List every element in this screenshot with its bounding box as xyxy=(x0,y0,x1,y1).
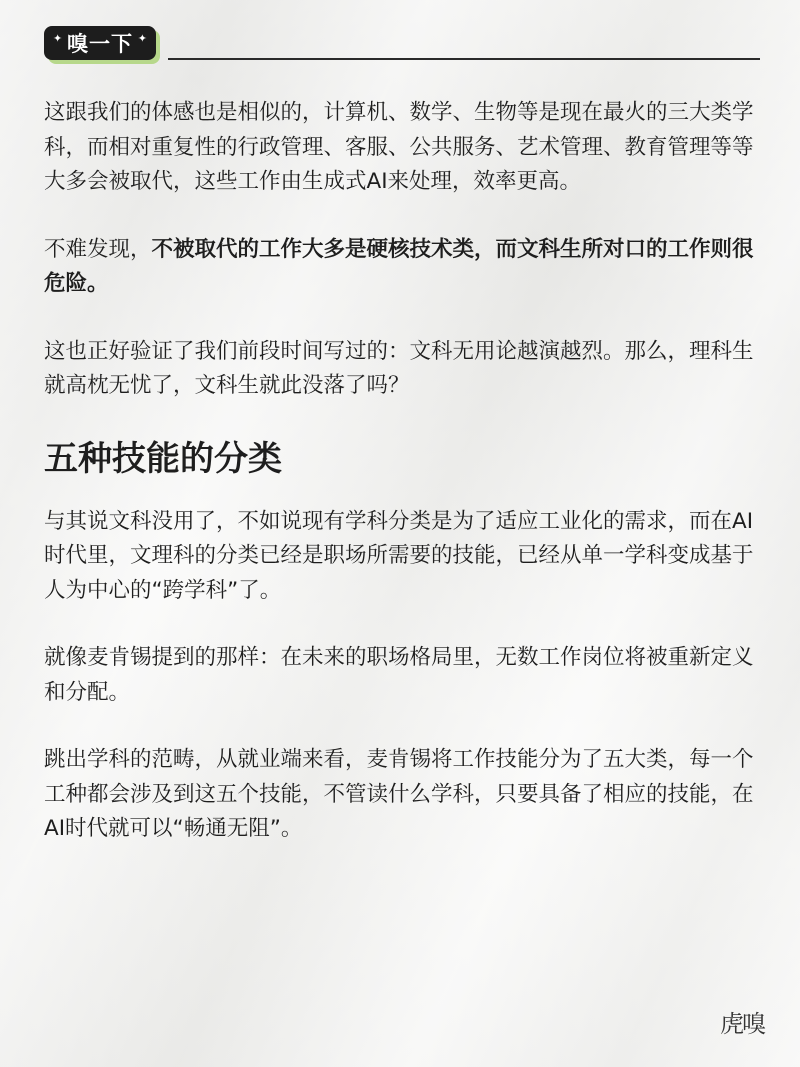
paragraph-3: 这也正好验证了我们前段时间写过的：文科无用论越演越烈。那么，理科生就高枕无忧了，文科生就此没落了吗？ xyxy=(44,338,754,398)
paragraph-5: 就像麦肯锡提到的那样：在未来的职场格局里，无数工作岗位将被重新定义和分配。 xyxy=(44,645,754,705)
paragraph-4: 与其说文科没用了，不如说现有学科分类是为了适应工业化的需求，而在AI时代里，文理科的分类已经是职场所需要的技能，已经从单一学科变成基于人为中心的“跨学科”了。 xyxy=(44,508,754,603)
paragraph-2-emphasis: 不被取代的工作大多是硬核技术类，而文科生所对口的工作则很危险。 xyxy=(44,236,754,296)
paragraph-1: 这跟我们的体感也是相似的，计算机、数学、生物等是现在最火的三大类学科，而相对重复性的行政管理、客服、公共服务、艺术管理、教育管理等等大多会被取代，这些工作由生成式AI来处理，效率更高。 xyxy=(44,100,754,194)
sparkle-icon: ✦ xyxy=(53,32,64,45)
brand-logo: 虎嗅 xyxy=(720,1010,764,1038)
section-tag-label: 嗅一下 xyxy=(67,32,133,56)
paragraph-2-prefix: 不难发现， xyxy=(44,236,152,262)
paragraph-2 xyxy=(44,233,760,302)
paragraph-6: 跳出学科的范畴，从就业端来看，麦肯锡将工作技能分为了五大类，每一个工种都会涉及到这五个技能，不管读什么学科，只要具备了相应的技能，在AI时代就可以“畅通无阻”。 xyxy=(44,747,754,841)
section-tag xyxy=(44,26,156,60)
sparkle-icon: ✦ xyxy=(137,32,148,45)
article-body xyxy=(44,96,760,880)
section-heading: 五种技能的分类 xyxy=(44,438,282,479)
section-header xyxy=(44,26,760,62)
header-divider xyxy=(168,58,760,60)
